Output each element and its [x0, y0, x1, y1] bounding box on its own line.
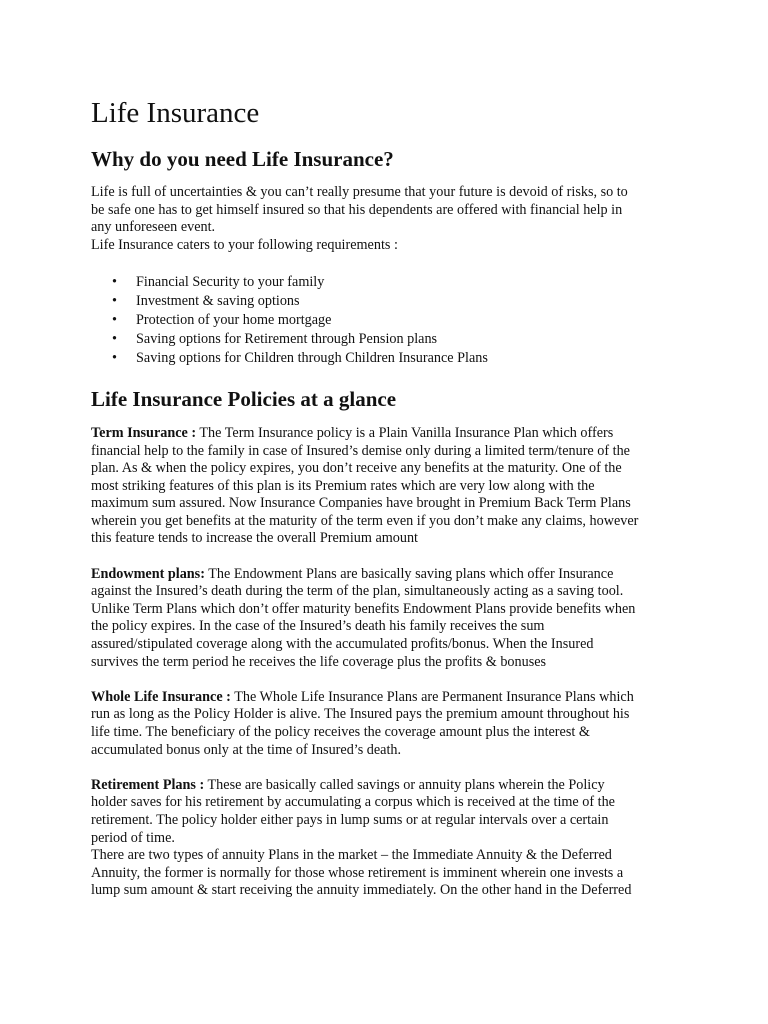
document-title: Life Insurance	[91, 97, 260, 129]
document-page	[91, 96, 681, 900]
requirements-list	[91, 273, 681, 368]
bullet-icon: •	[112, 293, 117, 310]
intro-line: Life is full of uncertainties & you can’t really presume that your future is devoid of risks, so to	[91, 184, 628, 200]
why-intro-paragraph	[91, 184, 681, 254]
policies-section-heading: Life Insurance Policies at a glance	[91, 386, 397, 411]
bullet-icon: •	[112, 331, 117, 348]
list-item: • Saving options for Retirement through Pension plans	[112, 331, 438, 348]
bullet-icon: •	[112, 312, 117, 329]
whole-life-insurance-paragraph: Whole Life Insurance : The Whole Life Insurance Plans are Permanent Insurance Plans which run as long as the Policy Holder is alive. The Insured pays the premium amount throughout his life time. The beneficiary of the policy receives the coverage amount plus the interest & accumulated bonus only at the time of Insured’s death.	[91, 688, 634, 758]
bullet-icon: •	[112, 274, 117, 291]
term-insurance-paragraph: Term Insurance : The Term Insurance policy is a Plain Vanilla Insurance Plan which offers financial help to the family in case of Insured’s demise only during a limited term/tenure of the plan. As & when the policy expires, you don’t receive any benefits at the maturity. One of the most striking features of this plan is its Premium rates which are very low along with the maximum sum assured. Now Insurance Companies have brought in Premium Back Term Plans wherein you get benefits at the maturity of the term even if you don’t make any claims, however this feature tends to increase the overall Premium amount	[91, 424, 639, 547]
list-item: • Protection of your home mortgage	[112, 312, 332, 329]
retirement-plans-label: Retirement Plans :	[91, 776, 205, 793]
list-item: • Investment & saving options	[112, 293, 300, 310]
endowment-plans-label: Endowment plans:	[91, 565, 205, 582]
why-section-heading: Why do you need Life Insurance?	[91, 147, 394, 171]
list-item: • Financial Security to your family	[112, 274, 325, 291]
term-insurance-label: Term Insurance :	[91, 424, 197, 441]
intro-line: be safe one has to get himself insured so that his dependents are offered with financial help in	[91, 201, 623, 218]
intro-line: any unforeseen event.	[91, 219, 216, 236]
caters-line: Life Insurance caters to your following requirements :	[91, 236, 398, 253]
bullet-icon: •	[112, 350, 117, 366]
list-item: • Saving options for Children through Children Insurance Plans	[112, 350, 488, 366]
whole-life-insurance-label: Whole Life Insurance :	[91, 688, 231, 705]
retirement-plans-paragraph: Retirement Plans : These are basically called savings or annuity plans wherein the Policy holder saves for his retirement by accumulating a corpus which is received at the time of the retirement. The policy holder either pays in lump sums or at regular intervals over a certain period of time. There are two types of annuity Plans in the market – the Immediate Annuity & the Deferred Annuity, the former is normally for those whose retirement is imminent wherein one invests a lump sum amount & start receiving the annuity immediately. On the other hand in the Deferred	[91, 776, 632, 899]
endowment-plans-paragraph: Endowment plans: The Endowment Plans are basically saving plans which offer Insurance against the Insured’s death during the term of the plan, simultaneously acting as a saving tool. Unlike Term Plans which don’t offer maturity benefits Endowment Plans provide benefits when the policy expires. In the case of the Insured’s death his family receives the sum assured/stipulated coverage along with the accumulated profits/bonus. When the Insured survives the term period he receives the life coverage plus the profits & bonuses	[91, 565, 636, 670]
